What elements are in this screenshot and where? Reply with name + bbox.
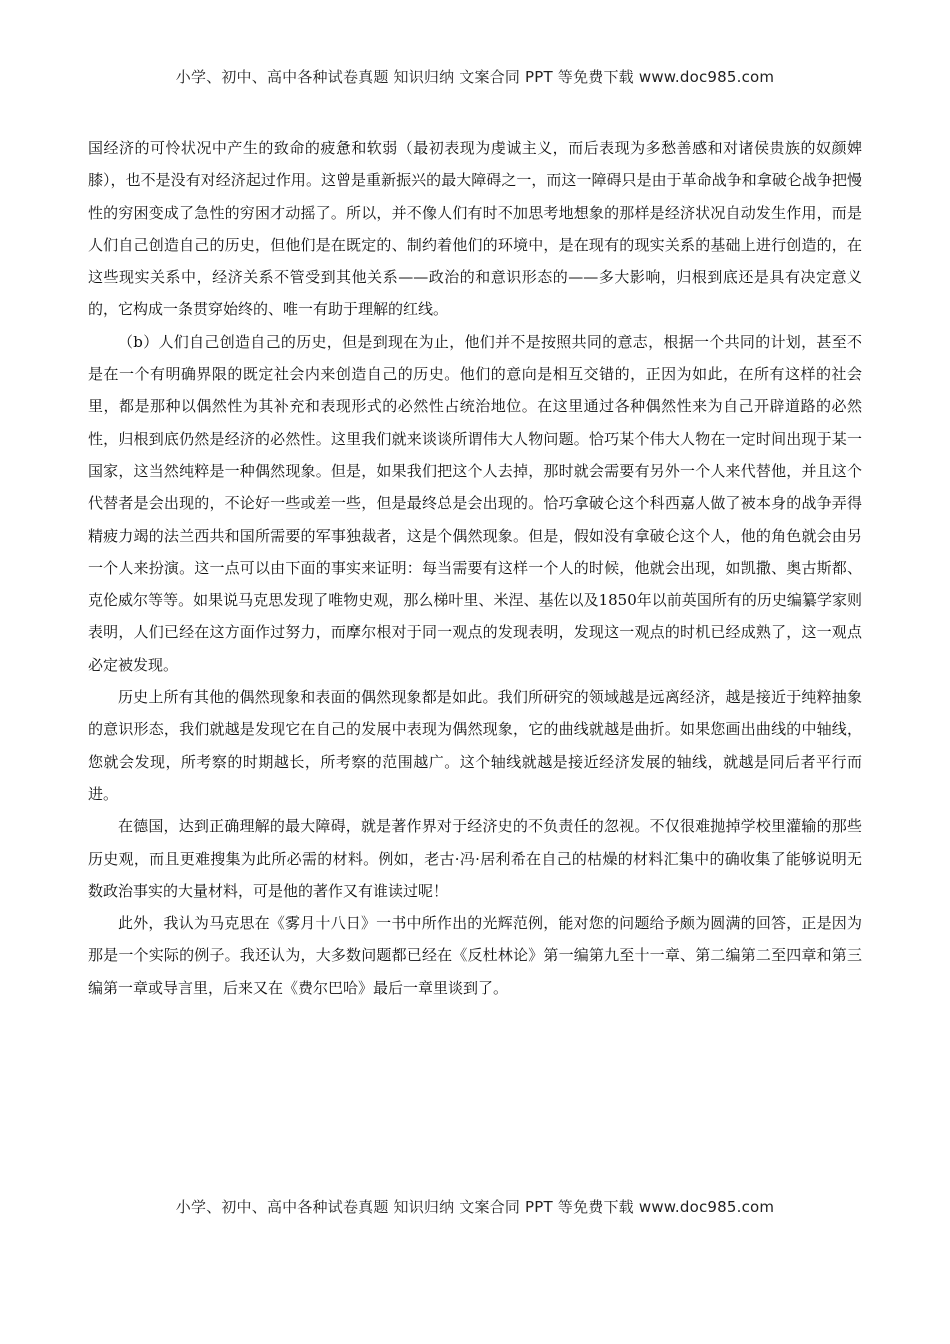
- paragraph-2: （b）人们自己创造自己的历史，但是到现在为止，他们并不是按照共同的意志，根据一个共同的计划，甚至不是在一个有明确界限的既定社会内来创造自己的历史。他们的意向是相互交错的，正因为如此，在所有这样的社会里，都是那种以偶然性为其补充和表现形式的必然性占统治地位。在这里通过各种偶然性来为自己开辟道路的必然性，归根到底仍然是经济的必然性。这里我们就来谈谈所谓伟大人物问题。恰巧某个伟大人物在一定时间出现于某一国家，这当然纯粹是一种偶然现象。但是，如果我们把这个人去掉，那时就会需要有另外一个人来代替他，并且这个代替者是会出现的，不论好一些或差一些，但是最终总是会出现的。恰巧拿破仑这个科西嘉人做了被本身的战争弄得精疲力竭的法兰西共和国所需要的军事独裁者，这是个偶然现象。但是，假如没有拿破仑这个人，他的角色就会由另一个人来扮演。这一点可以由下面的事实来证明：每当需要有这样一个人的时候，他就会出现，如凯撒、奥古斯都、克伦威尔等等。如果说马克思发现了唯物史观，那么梯叶里、米涅、基佐以及1850年以前英国所有的历史编纂学家则表明，人们已经在这方面作过努力，而摩尔根对于同一观点的发现表明，发现这一观点的时机已经成熟了，这一观点必定被发现。: [88, 332, 862, 674]
- paragraph-5: 此外，我认为马克思在《雾月十八日》一书中所作出的光辉范例，能对您的问题给予颇为圆满的回答，正是因为那是一个实际的例子。我还认为，大多数问题都已经在《反杜林论》第一编第九至十一章、第二编第二至四章和第三编第一章或导言里，后来又在《费尔巴哈》最后一章里谈到了。: [88, 914, 862, 997]
- footer-banner: 小学、初中、高中各种试卷真题 知识归纳 文案合同 PPT 等免费下载 www.doc985.com: [175, 1198, 775, 1216]
- paragraph-4: 在德国，达到正确理解的最大障碍，就是著作界对于经济史的不负责任的忽视。不仅很难抛掉学校里灌输的那些历史观，而且更难搜集为此所必需的材料。例如，老古·冯·居利希在自己的枯燥的材料汇集中的确收集了能够说明无数政治事实的大量材料，可是他的著作又有谁读过呢！: [88, 817, 862, 900]
- paragraph-1: 国经济的可怜状况中产生的致命的疲惫和软弱（最初表现为虔诚主义，而后表现为多愁善感和对诸侯贵族的奴颜婢膝），也不是没有对经济起过作用。这曾是重新振兴的最大障碍之一，而这一障碍只是由于革命战争和拿破仑战争把慢性的穷困变成了急性的穷困才动摇了。所以，并不像人们有时不加思考地想象的那样是经济状况自动发生作用，而是人们自己创造自己的历史，但他们是在既定的、制约着他们的环境中，是在现有的现实关系的基础上进行创造的，在这些现实关系中，经济关系不管受到其他关系——政治的和意识形态的——多大影响，归根到底还是具有决定意义的，它构成一条贯穿始终的、唯一有助于理解的红线。: [88, 139, 862, 319]
- document-body: [88, 132, 862, 1004]
- header-banner: 小学、初中、高中各种试卷真题 知识归纳 文案合同 PPT 等免费下载 www.doc985.com: [175, 68, 775, 86]
- paragraph-3: 历史上所有其他的偶然现象和表面的偶然现象都是如此。我们所研究的领域越是远离经济，越是接近于纯粹抽象的意识形态，我们就越是发现它在自己的发展中表现为偶然现象，它的曲线就越是曲折。如果您画出曲线的中轴线，您就会发现，所考察的时期越长，所考察的范围越广。这个轴线就越是接近经济发展的轴线，就越是同后者平行而进。: [88, 688, 862, 803]
